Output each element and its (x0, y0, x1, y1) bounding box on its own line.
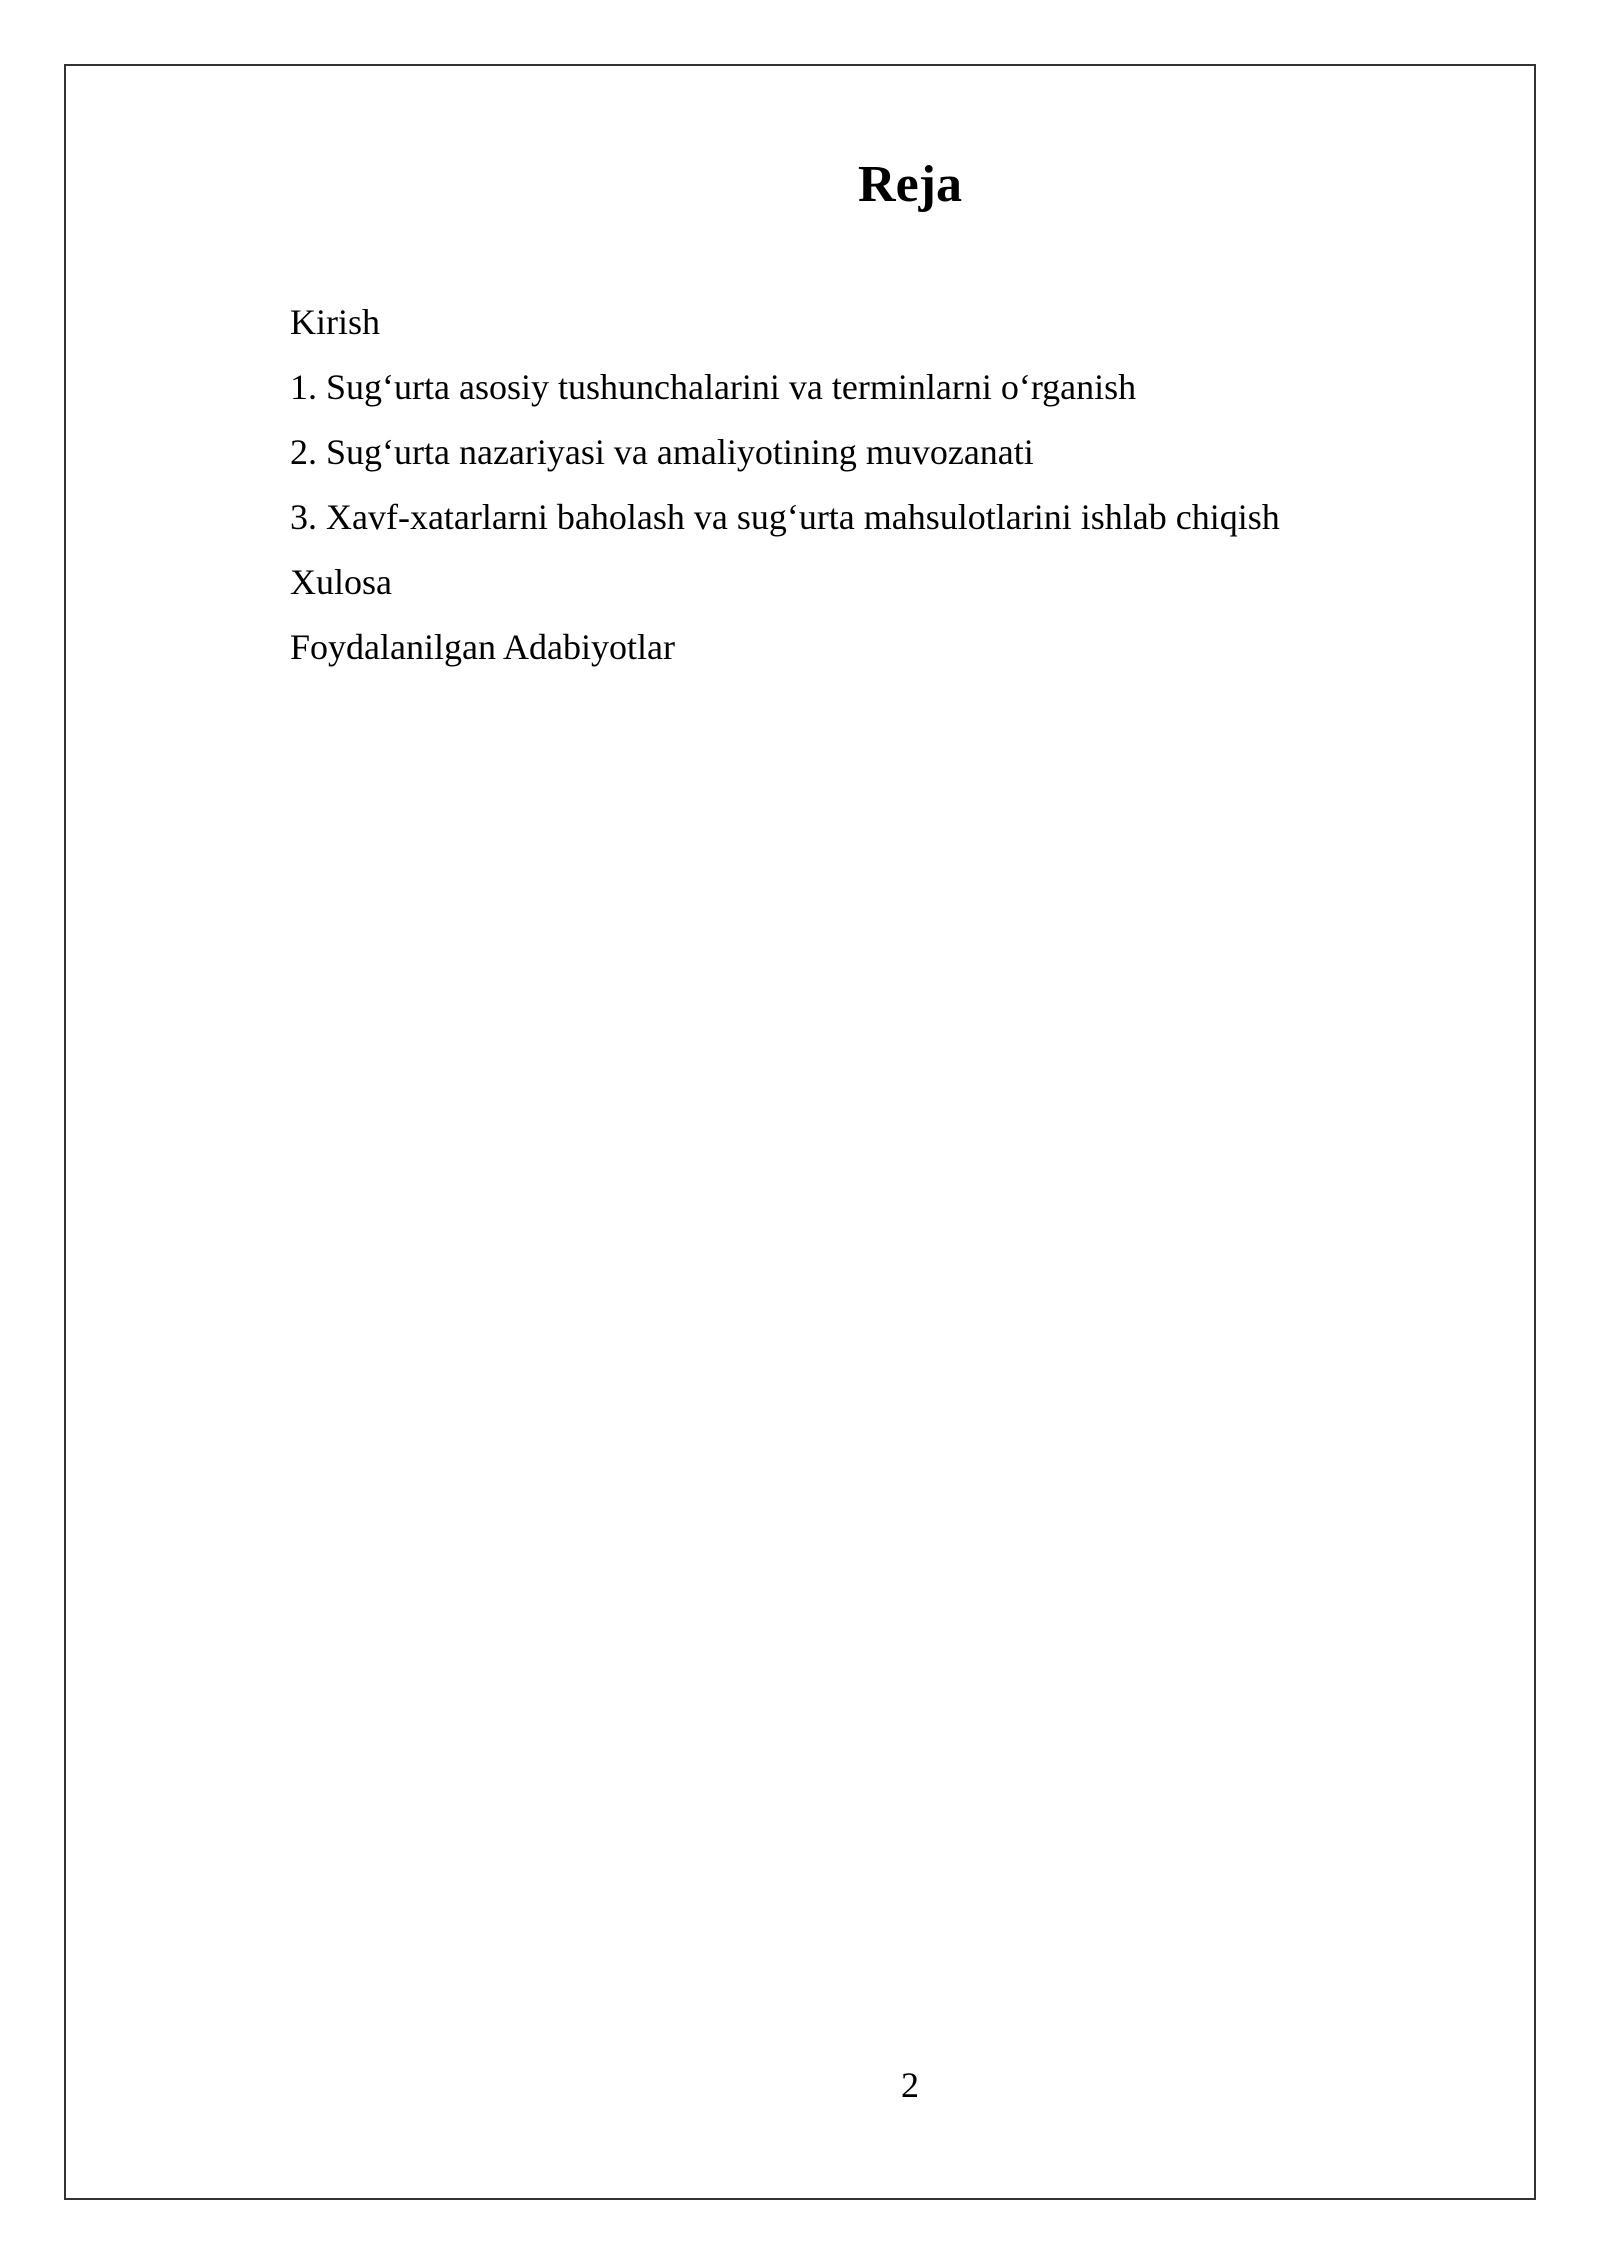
table-of-contents (290, 290, 1280, 680)
page-number: 2 (901, 2065, 919, 2105)
page-title: Reja (858, 156, 962, 213)
toc-item-section-3: 3. Xavf-xatarlarni baholash va sug‘urta mahsulotlarini ishlab chiqish (290, 497, 1280, 537)
toc-item-conclusion: Xulosa (290, 562, 392, 602)
toc-item-references: Foydalanilgan Adabiyotlar (290, 627, 675, 667)
toc-item-introduction: Kirish (290, 302, 380, 342)
toc-item-section-2: 2. Sug‘urta nazariyasi va amaliyotining muvozanati (290, 432, 1034, 472)
toc-item-section-1: 1. Sug‘urta asosiy tushunchalarini va terminlarni o‘rganish (290, 367, 1137, 407)
